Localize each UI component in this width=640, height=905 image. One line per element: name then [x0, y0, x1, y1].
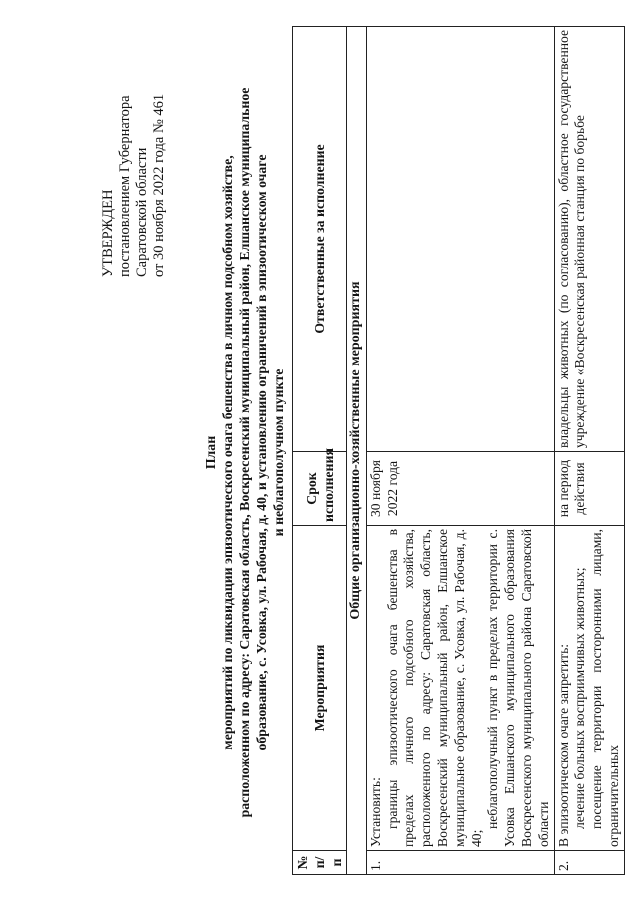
title-line: мероприятий по ликвидации эпизоотического очага бешенства в личном подсобном хозяйстве,	[220, 155, 235, 750]
approval-line: Саратовской области	[134, 147, 150, 277]
activity-paragraph: границы эпизоотического очага бешенства в пределах личного подсобного хозяйства, расположенного по адресу: Саратовская область, Воскресенский муниципальный район, Елшанское муниципальное образование, с. Усовка, ул. Рабочая, д. 40;	[384, 529, 484, 847]
header-num: № п/п	[293, 851, 347, 875]
section-title: Общие организационно-хозяйственные мероприятия	[347, 27, 367, 875]
row-activity	[554, 526, 624, 851]
approval-line: от 30 ноября 2022 года № 461	[151, 93, 167, 277]
activity-paragraph: посещение территории посторонними лицами, ограничительных	[589, 529, 621, 847]
activity-lead: В эпизоотическом очаге запретить:	[555, 643, 571, 847]
header-responsible: Ответственные за исполнение	[293, 27, 347, 452]
document-title	[202, 30, 287, 875]
approval-line: УТВЕРЖДЕН	[100, 189, 116, 277]
title-line: образование, с. Усовка, ул. Рабочая, д. 40, и установлению ограничений в эпизоотическом очаге	[254, 154, 269, 751]
header-term: Срок исполнения	[293, 452, 347, 526]
title-line: План	[203, 435, 218, 470]
row-number: 1.	[366, 851, 554, 875]
row-activity	[366, 526, 554, 851]
activity-paragraph: неблагополучный пункт в пределах территории с. Усовка Елшанского муниципального образования Воскресенского муниципального района Саратовской области	[485, 529, 551, 847]
approval-stamp	[100, 27, 168, 277]
activity-paragraph: лечение больных восприимчивых животных;	[572, 567, 588, 829]
header-activity: Мероприятия	[293, 526, 347, 851]
row-term: 30 ноября 2022 года	[366, 452, 554, 526]
row-responsible	[366, 27, 554, 452]
table-header-row	[293, 27, 347, 875]
row-number: 2.	[554, 851, 624, 875]
row-term: на период действия	[554, 452, 624, 526]
activity-lead: Установить:	[367, 777, 383, 847]
section-row	[347, 27, 367, 875]
approval-line: постановлением Губернатора	[117, 95, 133, 277]
title-line: расположенном по адресу: Саратовская область, Воскресенский муниципальный район, Елшанское муниципальное	[237, 87, 252, 818]
title-line: и неблагополучном пункте	[271, 368, 286, 537]
row-responsible: владельцы животных (по согласованию), областное государственное учреждение «Воскресенская районная станция по борьбе	[554, 27, 624, 452]
table-row	[554, 27, 624, 875]
plan-table	[292, 26, 625, 875]
table-row	[366, 27, 554, 875]
